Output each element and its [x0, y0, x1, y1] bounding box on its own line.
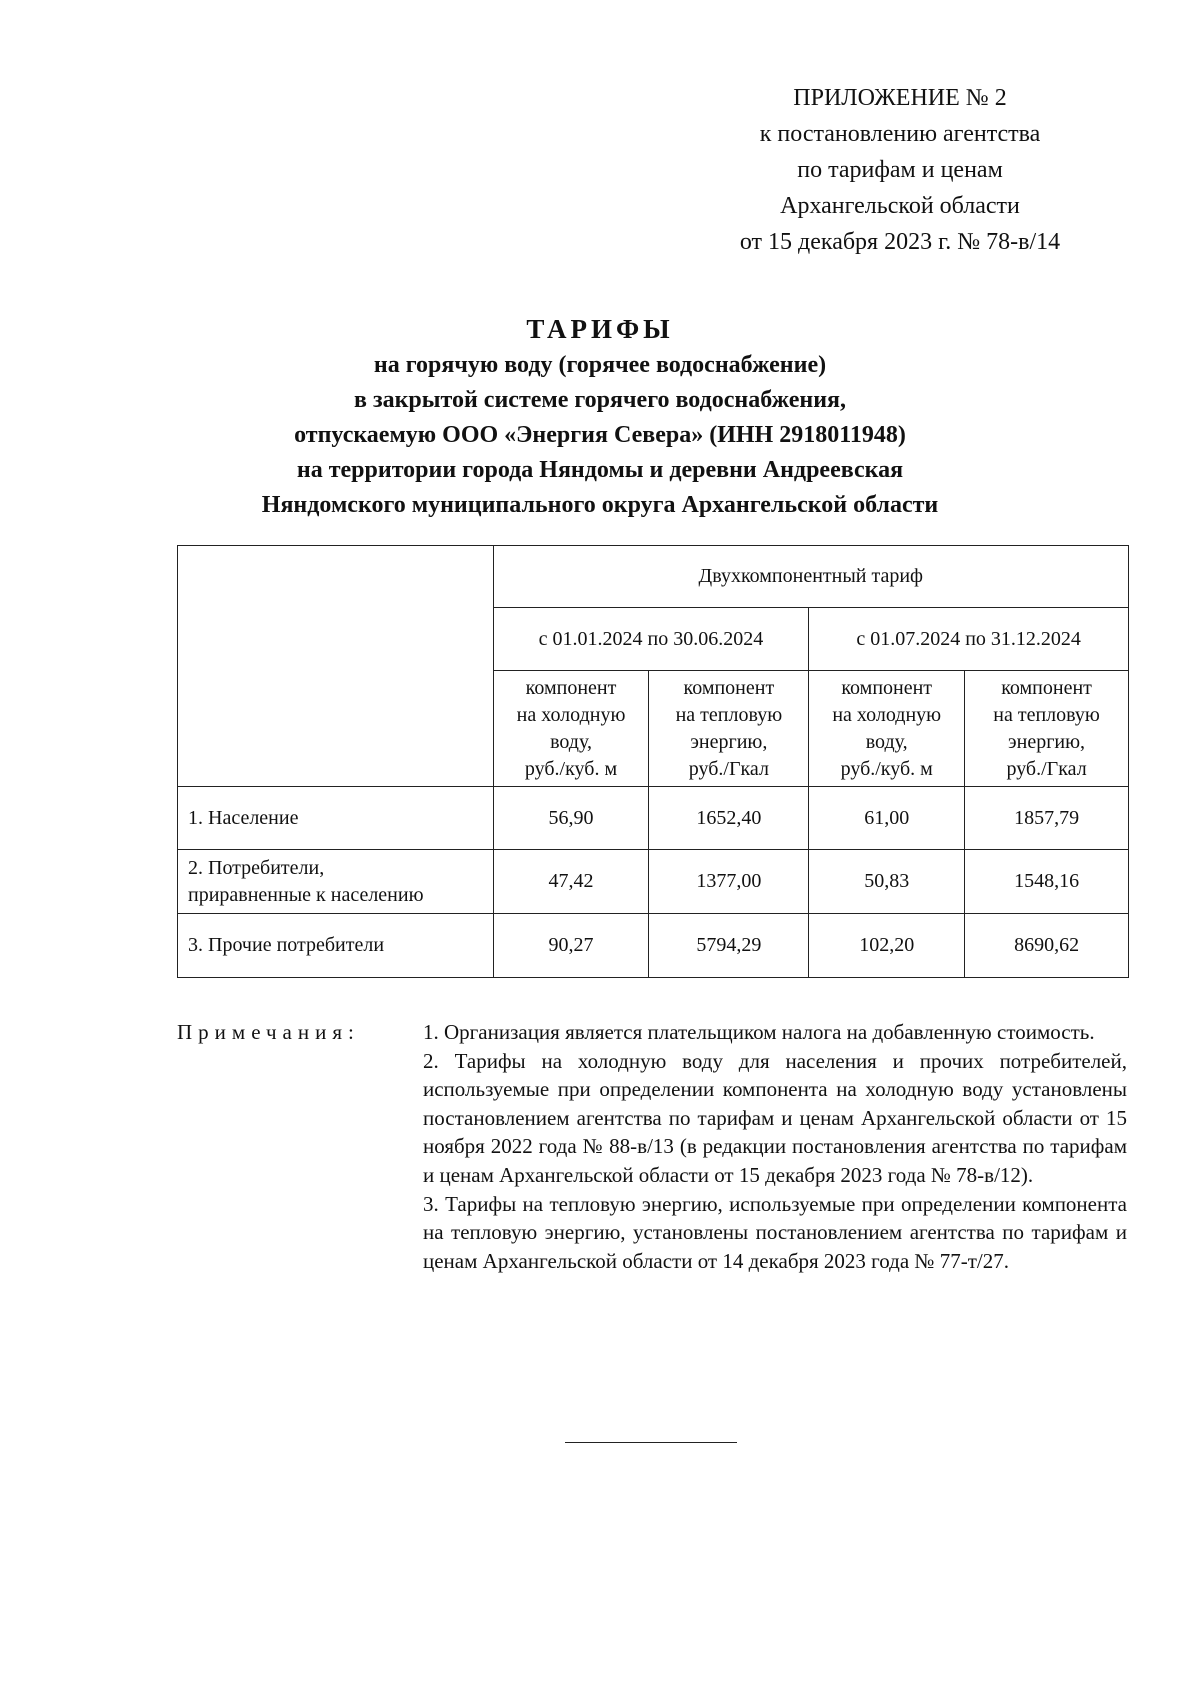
table-cell: 1377,00 — [649, 850, 809, 914]
column-header-line: руб./Гкал — [1006, 757, 1087, 780]
column-header — [965, 671, 1129, 787]
column-header-line: руб./куб. м — [524, 757, 618, 780]
column-header-line: энергию, — [690, 730, 768, 753]
column-header-line: воду, — [865, 730, 908, 753]
column-header-line: на тепловую — [993, 703, 1100, 726]
table-cell: 5794,29 — [649, 914, 809, 978]
appendix-line-3: по тарифам и ценам — [797, 157, 1003, 183]
row-label-line: 1. Население — [188, 806, 299, 829]
table-cell: 47,42 — [493, 850, 649, 914]
title-line-3: отпускаемую ООО «Энергия Севера» (ИНН 2918011948) — [294, 422, 906, 448]
group-header: Двухкомпонентный тариф — [493, 546, 1128, 608]
column-header — [649, 671, 809, 787]
appendix-line-4: Архангельской области — [780, 193, 1020, 219]
appendix-number: ПРИЛОЖЕНИЕ № 2 — [793, 85, 1007, 111]
column-header-line: руб./куб. м — [840, 757, 933, 780]
column-header-line: на холодную — [832, 703, 942, 726]
table-cell: 61,00 — [809, 787, 965, 850]
tariff-table — [177, 545, 1129, 978]
end-separator-line — [565, 1442, 737, 1443]
title-main: ТАРИФЫ — [526, 314, 674, 344]
note-item: 1. Организация является плательщиком налога на добавленную стоимость. — [423, 1020, 1095, 1044]
appendix-line-2: к постановлению агентства — [759, 121, 1041, 147]
table-cell: 1857,79 — [965, 787, 1129, 850]
notes-list — [423, 1018, 1127, 1275]
column-header — [493, 671, 649, 787]
table-row — [178, 787, 1129, 850]
table-cell: 102,20 — [809, 914, 965, 978]
column-header-line: воду, — [550, 730, 592, 753]
note-item: 2. Тарифы на холодную воду для населения и прочих потребителей, используемые при определении компонента на холодную воду установлены постановлением агентства по тарифам и ценам Архангельской области от 15 ноября 2022 года № 88-в/13 (в редакции постановления агентства по тарифам и ценам Архангельской области от 15 декабря 2023 года № 78-в/12). — [423, 1048, 1127, 1187]
table-row — [178, 914, 1129, 978]
table-row — [178, 850, 1129, 914]
column-header — [809, 671, 965, 787]
title-line-1: на горячую воду (горячее водоснабжение) — [373, 352, 827, 378]
row-label-line: 3. Прочие потребители — [188, 934, 385, 956]
period-header-2: с 01.07.2024 по 31.12.2024 — [809, 608, 1129, 671]
row-label-line: приравненные к населению — [188, 883, 424, 906]
row-label — [178, 787, 494, 850]
notes-label: Примечания: — [177, 1020, 360, 1044]
title-line-4: на территории города Няндомы и деревни Андреевская — [296, 457, 904, 483]
document-title — [0, 310, 1200, 523]
column-header-line: компонент — [683, 676, 775, 699]
row-label — [178, 914, 494, 978]
column-header-line: на холодную — [516, 703, 626, 726]
column-header-line: на тепловую — [675, 703, 783, 726]
column-header-line: компонент — [1001, 676, 1092, 699]
table-cell: 90,27 — [493, 914, 649, 978]
table-cell: 56,90 — [493, 787, 649, 850]
table-cell: 50,83 — [809, 850, 965, 914]
row-label-line: 2. Потребители, — [188, 856, 325, 879]
appendix-date: от 15 декабря 2023 г. № 78-в/14 — [739, 229, 1061, 255]
column-header-line: компонент — [525, 676, 617, 699]
row-label — [178, 850, 494, 914]
column-header-line: энергию, — [1008, 730, 1086, 753]
appendix-header — [690, 80, 1110, 260]
title-line-2: в закрытой системе горячего водоснабжения, — [353, 387, 847, 413]
table-cell: 8690,62 — [965, 914, 1129, 978]
period-header-1: с 01.01.2024 по 30.06.2024 — [493, 608, 809, 671]
table-corner-cell — [178, 546, 494, 787]
column-header-line: руб./Гкал — [688, 757, 769, 780]
table-cell: 1548,16 — [965, 850, 1129, 914]
table-cell: 1652,40 — [649, 787, 809, 850]
note-item: 3. Тарифы на тепловую энергию, используемые при определении компонента на тепловую энергию, установлены постановлением агентства по тарифам и ценам Архангельской области от 14 декабря 2023 года № 77-т/27. — [423, 1191, 1127, 1273]
column-header-line: компонент — [841, 676, 933, 699]
title-line-5: Няндомского муниципального округа Архангельской области — [261, 492, 939, 518]
